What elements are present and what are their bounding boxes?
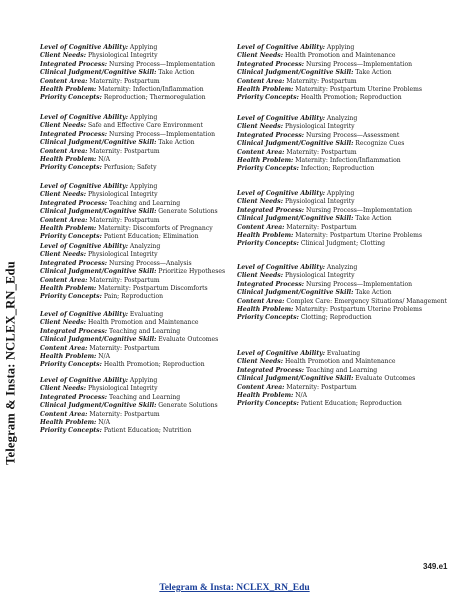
field-label: Client Needs:	[40, 251, 86, 259]
field-label: Client Needs:	[237, 123, 283, 131]
field-health	[40, 419, 255, 427]
rationale-block	[237, 44, 452, 103]
field-health	[40, 156, 255, 164]
field-health	[237, 86, 452, 94]
field-label: Content Area:	[40, 344, 88, 352]
field-label: Content Area:	[40, 147, 88, 155]
field-value: Maternity: Postpartum	[89, 147, 160, 155]
field-label: Health Problem:	[237, 157, 294, 165]
field-value: Maternity: Postpartum Uterine Problems	[295, 232, 423, 240]
field-label: Client Needs:	[237, 272, 283, 280]
field-value: Maternity: Postpartum	[286, 77, 357, 85]
field-value: Maternity: Postpartum	[286, 148, 357, 156]
field-label: Client Needs:	[237, 52, 283, 60]
field-label: Clinical Judgment/Cognitive Skill:	[237, 140, 354, 148]
field-content	[237, 224, 452, 232]
field-value: Physiological Integrity	[284, 123, 355, 131]
field-value: Evaluate Outcomes	[158, 336, 219, 344]
field-label: Priority Concepts:	[40, 233, 102, 241]
field-label: Level of Cognitive Ability:	[40, 311, 128, 318]
field-content	[40, 217, 255, 225]
field-label: Priority Concepts:	[40, 94, 102, 102]
field-priority	[40, 164, 255, 172]
field-label: Health Problem:	[40, 419, 97, 427]
field-value: Physiological Integrity	[87, 191, 158, 199]
field-value: Take Action	[158, 139, 195, 147]
field-level	[40, 44, 255, 52]
field-clinical	[237, 215, 452, 223]
field-priority	[40, 293, 255, 301]
footer-link[interactable]: Telegram & Insta: NCLEX_RN_Edu	[159, 583, 310, 593]
field-value: Nursing Process—Implementation	[108, 130, 216, 138]
field-level	[40, 377, 255, 385]
field-client-needs	[237, 52, 452, 60]
field-level	[40, 243, 255, 251]
field-clinical	[40, 402, 255, 410]
field-integrated	[40, 131, 255, 139]
field-label: Priority Concepts:	[40, 293, 102, 301]
field-value: Maternity: Postpartum Uterine Problems	[295, 86, 423, 94]
field-level	[237, 264, 452, 272]
field-value: Nursing Process—Implementation	[305, 280, 413, 288]
field-value: Prioritize Hypotheses	[158, 268, 226, 276]
field-health	[40, 86, 255, 94]
field-value: Pain; Reproduction	[103, 293, 164, 301]
field-content	[237, 384, 452, 392]
field-priority	[237, 314, 452, 322]
field-label: Content Area:	[237, 223, 285, 231]
field-label: Integrated Process:	[40, 259, 108, 267]
field-label: Priority Concepts:	[40, 361, 102, 369]
field-value: Teaching and Learning	[108, 393, 181, 401]
field-content	[237, 149, 452, 157]
field-clinical	[237, 289, 452, 297]
field-value: N/A	[98, 353, 111, 361]
field-value: Complex Care: Emergency Situations/ Management	[286, 297, 448, 305]
field-priority	[237, 165, 452, 173]
field-value: Maternity: Discomforts of Pregnancy	[98, 225, 213, 233]
field-label: Client Needs:	[237, 358, 283, 366]
field-clinical	[40, 336, 255, 344]
field-value: Evaluate Outcomes	[355, 375, 416, 383]
field-label: Integrated Process:	[237, 206, 305, 214]
field-level	[237, 350, 452, 358]
field-label: Clinical Judgment/Cognitive Skill:	[237, 69, 354, 77]
field-client-needs	[40, 52, 255, 60]
field-label: Level of Cognitive Ability:	[40, 114, 128, 121]
field-label: Integrated Process:	[237, 366, 305, 374]
field-value: Clinical Judgment; Clotting	[300, 240, 386, 248]
field-value: Teaching and Learning	[305, 366, 378, 374]
field-value: Nursing Process—Implementation	[108, 60, 216, 68]
field-label: Level of Cognitive Ability:	[237, 264, 325, 271]
field-value: Physiological Integrity	[284, 198, 355, 206]
field-label: Integrated Process:	[40, 393, 108, 401]
field-level	[40, 114, 255, 122]
field-integrated	[237, 367, 452, 375]
rationale-block	[40, 377, 255, 436]
field-value: Health Promotion; Reproduction	[300, 94, 402, 102]
field-value: Infection; Reproduction	[300, 165, 375, 173]
field-label: Health Problem:	[237, 232, 294, 240]
field-value: Take Action	[355, 289, 392, 297]
field-priority	[237, 240, 452, 248]
field-label: Content Area:	[40, 276, 88, 284]
field-label: Clinical Judgment/Cognitive Skill:	[237, 215, 354, 223]
field-label: Integrated Process:	[40, 130, 108, 138]
field-label: Content Area:	[40, 216, 88, 224]
field-value: Applying	[129, 114, 158, 121]
field-label: Level of Cognitive Ability:	[40, 183, 128, 190]
field-label: Priority Concepts:	[40, 427, 102, 435]
rationale-block	[40, 311, 255, 370]
field-priority	[40, 361, 255, 369]
field-label: Clinical Judgment/Cognitive Skill:	[40, 139, 157, 147]
field-label: Health Problem:	[40, 156, 97, 164]
field-value: Clotting; Reproduction	[300, 314, 372, 322]
field-label: Health Problem:	[40, 285, 97, 293]
rationale-block	[40, 243, 255, 302]
field-value: Take Action	[355, 215, 392, 223]
field-label: Clinical Judgment/Cognitive Skill:	[237, 375, 354, 383]
field-label: Client Needs:	[40, 191, 86, 199]
field-label: Integrated Process:	[237, 60, 305, 68]
field-label: Client Needs:	[237, 198, 283, 206]
field-content	[40, 277, 255, 285]
field-client-needs	[40, 385, 255, 393]
field-priority	[237, 400, 452, 408]
field-value: N/A	[295, 392, 308, 400]
field-label: Client Needs:	[40, 52, 86, 60]
field-client-needs	[237, 198, 452, 206]
field-clinical	[40, 208, 255, 216]
field-integrated	[40, 260, 255, 268]
field-clinical	[237, 375, 452, 383]
field-value: Maternity: Postpartum	[89, 77, 160, 85]
field-label: Clinical Judgment/Cognitive Skill:	[40, 402, 157, 410]
field-value: Maternity: Infection/Inflammation	[295, 157, 401, 165]
field-client-needs	[40, 122, 255, 130]
field-value: Patient Education; Nutrition	[103, 427, 192, 435]
field-value: Maternity: Postpartum	[89, 216, 160, 224]
field-health	[40, 225, 255, 233]
field-label: Content Area:	[237, 297, 285, 305]
field-label: Integrated Process:	[40, 199, 108, 207]
field-value: Maternity: Infection/Inflammation	[98, 86, 204, 94]
field-value: Applying	[129, 377, 158, 384]
field-content	[40, 78, 255, 86]
field-health	[237, 157, 452, 165]
field-value: Evaluating	[326, 350, 361, 357]
field-content	[40, 411, 255, 419]
field-value: Health Promotion and Maintenance	[87, 319, 199, 327]
field-value: Maternity: Postpartum	[89, 410, 160, 418]
field-content	[40, 148, 255, 156]
field-label: Priority Concepts:	[237, 400, 299, 408]
field-integrated	[237, 281, 452, 289]
field-priority	[40, 427, 255, 435]
field-label: Client Needs:	[40, 319, 86, 327]
field-label: Health Problem:	[40, 86, 97, 94]
field-label: Priority Concepts:	[237, 94, 299, 102]
field-label: Health Problem:	[237, 392, 294, 400]
field-client-needs	[40, 251, 255, 259]
field-label: Clinical Judgment/Cognitive Skill:	[40, 69, 157, 77]
field-value: Generate Solutions	[158, 402, 218, 410]
field-clinical	[40, 69, 255, 77]
field-integrated	[40, 61, 255, 69]
field-health	[237, 232, 452, 240]
field-label: Clinical Judgment/Cognitive Skill:	[237, 289, 354, 297]
field-label: Priority Concepts:	[237, 240, 299, 248]
field-label: Level of Cognitive Ability:	[237, 190, 325, 197]
field-value: Maternity: Postpartum Discomforts	[98, 285, 208, 293]
sidebar-watermark	[2, 263, 20, 463]
field-value: Evaluating	[129, 311, 164, 318]
field-value: Maternity: Postpartum	[89, 276, 160, 284]
field-health	[237, 392, 452, 400]
field-value: Recognize Cues	[355, 140, 405, 148]
field-label: Priority Concepts:	[40, 164, 102, 172]
field-label: Level of Cognitive Ability:	[40, 243, 128, 250]
field-content	[237, 78, 452, 86]
field-value: Reproduction; Thermoregulation	[103, 94, 206, 102]
field-label: Level of Cognitive Ability:	[40, 377, 128, 384]
field-clinical	[40, 268, 255, 276]
field-value: Applying	[129, 183, 158, 190]
field-value: Health Promotion and Maintenance	[284, 358, 396, 366]
field-label: Integrated Process:	[237, 280, 305, 288]
field-value: Perfusion; Safety	[103, 164, 157, 172]
field-client-needs	[237, 358, 452, 366]
rationale-block	[237, 264, 452, 323]
field-label: Health Problem:	[237, 86, 294, 94]
field-priority	[237, 94, 452, 102]
field-value: Health Promotion; Reproduction	[103, 361, 205, 369]
field-value: Nursing Process—Analysis	[108, 259, 192, 267]
field-value: Physiological Integrity	[87, 251, 158, 259]
field-label: Content Area:	[40, 77, 88, 85]
field-label: Health Problem:	[40, 353, 97, 361]
field-value: Nursing Process—Implementation	[305, 206, 413, 214]
field-value: Analyzing	[326, 115, 358, 122]
field-label: Clinical Judgment/Cognitive Skill:	[40, 208, 157, 216]
field-level	[40, 311, 255, 319]
rationale-block	[237, 350, 452, 409]
field-health	[40, 285, 255, 293]
field-value: Physiological Integrity	[87, 52, 158, 60]
field-clinical	[40, 139, 255, 147]
field-label: Content Area:	[40, 410, 88, 418]
field-value: Teaching and Learning	[108, 327, 181, 335]
page-number: 349.e1	[423, 562, 448, 571]
field-label: Clinical Judgment/Cognitive Skill:	[40, 268, 157, 276]
watermark-text: Telegram & Insta: NCLEX_RN_Edu	[3, 261, 18, 465]
field-value: Maternity: Postpartum	[89, 344, 160, 352]
field-value: Teaching and Learning	[108, 199, 181, 207]
field-level	[237, 44, 452, 52]
rationale-block	[40, 44, 255, 103]
field-value: Generate Solutions	[158, 208, 218, 216]
field-value: Analyzing	[129, 243, 161, 250]
field-value: Patient Education; Elimination	[103, 233, 199, 241]
field-integrated	[40, 200, 255, 208]
field-value: Maternity: Postpartum	[286, 223, 357, 231]
field-value: Take Action	[158, 69, 195, 77]
field-label: Clinical Judgment/Cognitive Skill:	[40, 336, 157, 344]
field-label: Client Needs:	[40, 122, 86, 130]
field-value: Applying	[129, 44, 158, 51]
field-content	[40, 345, 255, 353]
field-label: Level of Cognitive Ability:	[40, 44, 128, 51]
field-value: Safe and Effective Care Environment	[87, 122, 203, 130]
field-label: Level of Cognitive Ability:	[237, 350, 325, 357]
field-label: Content Area:	[237, 148, 285, 156]
field-health	[40, 353, 255, 361]
rationale-block	[237, 115, 452, 174]
field-value: Physiological Integrity	[87, 385, 158, 393]
field-level	[237, 190, 452, 198]
field-label: Priority Concepts:	[237, 314, 299, 322]
field-label: Health Problem:	[237, 306, 294, 314]
field-clinical	[237, 140, 452, 148]
field-value: Nursing Process—Assessment	[305, 131, 400, 139]
field-label: Level of Cognitive Ability:	[237, 115, 325, 122]
field-value: Maternity: Postpartum Uterine Problems	[295, 306, 423, 314]
field-label: Integrated Process:	[237, 131, 305, 139]
field-integrated	[40, 394, 255, 402]
field-label: Priority Concepts:	[237, 165, 299, 173]
field-priority	[40, 233, 255, 241]
rationale-block	[40, 114, 255, 173]
field-client-needs	[237, 272, 452, 280]
field-value: Health Promotion and Maintenance	[284, 52, 396, 60]
field-value: Applying	[326, 190, 355, 197]
field-client-needs	[40, 319, 255, 327]
field-client-needs	[40, 191, 255, 199]
field-value: N/A	[98, 156, 111, 164]
field-integrated	[237, 207, 452, 215]
field-label: Integrated Process:	[40, 60, 108, 68]
field-content	[237, 298, 452, 306]
field-value: Nursing Process—Implementation	[305, 60, 413, 68]
field-value: N/A	[98, 419, 111, 427]
field-value: Take Action	[355, 69, 392, 77]
field-integrated	[40, 328, 255, 336]
field-client-needs	[237, 123, 452, 131]
field-level	[237, 115, 452, 123]
field-label: Content Area:	[237, 77, 285, 85]
field-value: Applying	[326, 44, 355, 51]
field-value: Maternity: Postpartum	[286, 383, 357, 391]
rationale-block	[237, 190, 452, 249]
field-label: Health Problem:	[40, 225, 97, 233]
field-value: Physiological Integrity	[284, 272, 355, 280]
field-label: Client Needs:	[40, 385, 86, 393]
field-clinical	[237, 69, 452, 77]
rationale-block	[40, 183, 255, 242]
field-value: Analyzing	[326, 264, 358, 271]
field-integrated	[237, 61, 452, 69]
field-level	[40, 183, 255, 191]
field-label: Level of Cognitive Ability:	[237, 44, 325, 51]
field-label: Content Area:	[237, 383, 285, 391]
field-integrated	[237, 132, 452, 140]
field-priority	[40, 94, 255, 102]
field-health	[237, 306, 452, 314]
field-value: Patient Education; Reproduction	[300, 400, 402, 408]
field-label: Integrated Process:	[40, 327, 108, 335]
